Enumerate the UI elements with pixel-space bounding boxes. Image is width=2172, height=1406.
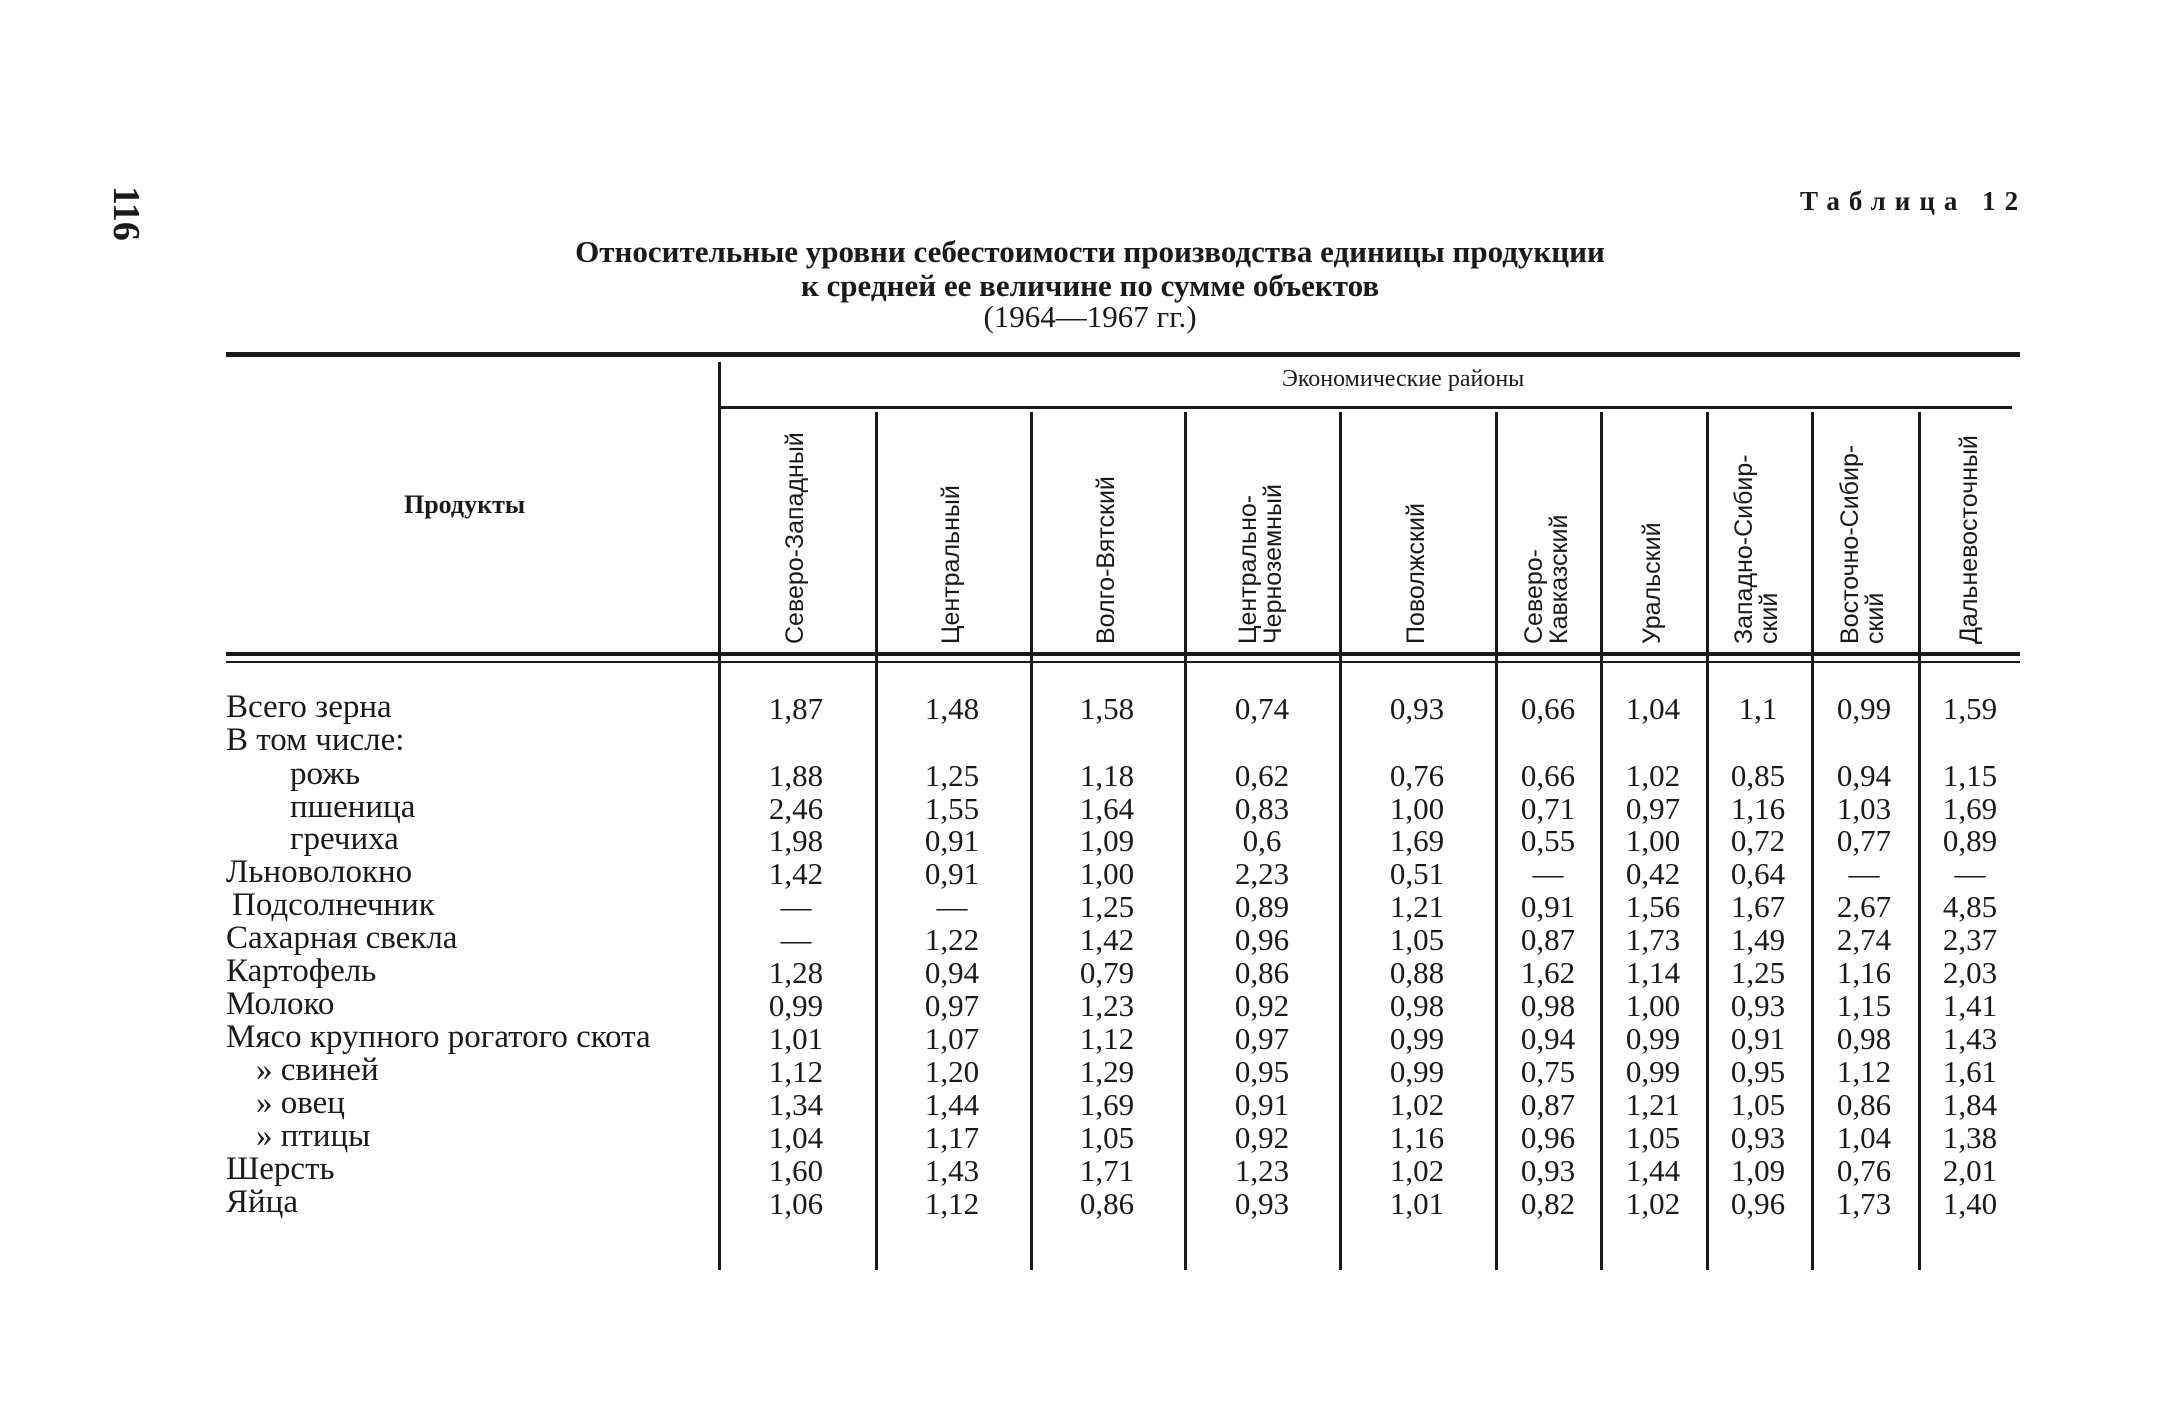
table-cell: 1,69 bbox=[1389, 823, 1445, 858]
region-header-line: Кавказский bbox=[1545, 514, 1573, 644]
table-cell: 1,67 bbox=[1730, 889, 1786, 924]
table-cell: 2,67 bbox=[1836, 889, 1892, 924]
table-cell: 1,28 bbox=[768, 955, 824, 990]
table-cell: 1,58 bbox=[1079, 691, 1135, 726]
table-cell: 1,12 bbox=[768, 1054, 824, 1089]
table-cell: 1,38 bbox=[1942, 1120, 1998, 1155]
region-header-line: Дальневосточный bbox=[1955, 435, 1983, 644]
row-label: Всего зерна bbox=[226, 689, 392, 725]
table-cell: 1,00 bbox=[1079, 856, 1135, 891]
table-cell: 1,20 bbox=[924, 1054, 980, 1089]
page-number: 116 bbox=[105, 186, 147, 241]
table-cell: 1,02 bbox=[1625, 758, 1681, 793]
table-cell: 1,40 bbox=[1942, 1186, 1998, 1221]
table-cell: — bbox=[936, 889, 968, 924]
table-cell: 0,55 bbox=[1520, 823, 1576, 858]
region-header-line: Северо-Западный bbox=[781, 432, 809, 644]
table-cell: 1,49 bbox=[1730, 922, 1786, 957]
table-cell: — bbox=[780, 889, 812, 924]
table-cell: 0,97 bbox=[1234, 1021, 1290, 1056]
table-cell: 1,09 bbox=[1730, 1153, 1786, 1188]
table-cell: 2,23 bbox=[1234, 856, 1290, 891]
table-cell: 1,04 bbox=[1836, 1120, 1892, 1155]
table-cell: 1,01 bbox=[768, 1021, 824, 1056]
table-cell: 0,75 bbox=[1520, 1054, 1576, 1089]
table-cell: 0,95 bbox=[1234, 1054, 1290, 1089]
table-cell: 0,91 bbox=[1520, 889, 1576, 924]
table-cell: 0,76 bbox=[1389, 758, 1445, 793]
header-bottom-rule bbox=[226, 652, 2020, 656]
table-cell: 0,87 bbox=[1520, 1087, 1576, 1122]
table-cell: 1,48 bbox=[924, 691, 980, 726]
region-header bbox=[939, 485, 964, 644]
table-cell: 1,21 bbox=[1389, 889, 1445, 924]
table-cell: 0,98 bbox=[1389, 988, 1445, 1023]
table-cell: 1,05 bbox=[1079, 1120, 1135, 1155]
table-cell: 1,44 bbox=[1625, 1153, 1681, 1188]
table-cell: 0,99 bbox=[1836, 691, 1892, 726]
region-header-line: Центрально- bbox=[1234, 494, 1262, 644]
table-cell: 0,89 bbox=[1942, 823, 1998, 858]
table-cell: 1,16 bbox=[1836, 955, 1892, 990]
table-cell: 0,91 bbox=[1234, 1087, 1290, 1122]
table-cell: 0,99 bbox=[768, 988, 824, 1023]
table-cell: 1,88 bbox=[768, 758, 824, 793]
column-rule bbox=[1339, 412, 1342, 1270]
table-cell: 1,98 bbox=[768, 823, 824, 858]
row-label: Яйца bbox=[226, 1184, 298, 1220]
table-cell: 0,77 bbox=[1836, 823, 1892, 858]
table-cell: 1,23 bbox=[1234, 1153, 1290, 1188]
table-cell: 0,91 bbox=[924, 856, 980, 891]
table-cell: 1,56 bbox=[1625, 889, 1681, 924]
row-label: Молоко bbox=[226, 986, 335, 1022]
region-header-line: ский bbox=[1861, 592, 1889, 644]
table-cell: 1,00 bbox=[1625, 823, 1681, 858]
table-cell: 0,95 bbox=[1730, 1054, 1786, 1089]
table-cell: 1,43 bbox=[1942, 1021, 1998, 1056]
table-cell: 0,98 bbox=[1520, 988, 1576, 1023]
table-top-rule bbox=[226, 352, 2020, 357]
table-cell: 0,98 bbox=[1836, 1021, 1892, 1056]
table-cell: 0,88 bbox=[1389, 955, 1445, 990]
row-label: Сахарная свекла bbox=[226, 920, 458, 956]
table-cell: 1,00 bbox=[1625, 988, 1681, 1023]
table-cell: 0,82 bbox=[1520, 1186, 1576, 1221]
row-label: Подсолнечник bbox=[232, 887, 435, 923]
table-title-line-3: (1964—1967 гг.) bbox=[983, 299, 1197, 334]
table-cell: 0,97 bbox=[924, 988, 980, 1023]
table-cell: 1,61 bbox=[1942, 1054, 1998, 1089]
table-cell: 0,93 bbox=[1234, 1186, 1290, 1221]
table-cell: 1,02 bbox=[1389, 1153, 1445, 1188]
table-cell: 1,1 bbox=[1738, 691, 1778, 726]
table-cell: 0,85 bbox=[1730, 758, 1786, 793]
region-header bbox=[1236, 484, 1286, 644]
table-cell: 1,71 bbox=[1079, 1153, 1135, 1188]
table-cell: 1,16 bbox=[1730, 791, 1786, 826]
table-cell: 1,02 bbox=[1389, 1087, 1445, 1122]
row-label: » свиней bbox=[256, 1052, 379, 1088]
table-cell: 2,46 bbox=[768, 791, 824, 826]
table-cell: 0,87 bbox=[1520, 922, 1576, 957]
row-label: гречиха bbox=[290, 821, 399, 857]
table-cell: 1,34 bbox=[768, 1087, 824, 1122]
table-cell: — bbox=[1532, 856, 1564, 891]
table-cell: 0,92 bbox=[1234, 988, 1290, 1023]
table-cell: 0,99 bbox=[1389, 1054, 1445, 1089]
table-cell: 0,92 bbox=[1234, 1120, 1290, 1155]
region-header-line: ский bbox=[1755, 592, 1783, 644]
column-rule bbox=[1184, 412, 1187, 1270]
table-cell: 0,66 bbox=[1520, 691, 1576, 726]
region-header bbox=[1838, 445, 1888, 644]
table-cell: 1,12 bbox=[924, 1186, 980, 1221]
table-cell: 0,86 bbox=[1079, 1186, 1135, 1221]
region-header-line: Волго-Вятский bbox=[1092, 476, 1120, 644]
region-header bbox=[1732, 454, 1782, 644]
table-cell: 0,62 bbox=[1234, 758, 1290, 793]
region-header bbox=[1957, 435, 1982, 644]
row-label: пшеница bbox=[290, 789, 416, 825]
table-cell: 2,74 bbox=[1836, 922, 1892, 957]
table-cell: 0,94 bbox=[924, 955, 980, 990]
row-label: В том числе: bbox=[226, 722, 405, 758]
table-cell: 0,96 bbox=[1520, 1120, 1576, 1155]
table-cell: — bbox=[1848, 856, 1880, 891]
region-header-line: Северо- bbox=[1520, 549, 1548, 644]
row-label: Мясо крупного рогатого скота bbox=[226, 1019, 651, 1055]
region-header bbox=[1522, 515, 1572, 644]
table-cell: 1,59 bbox=[1942, 691, 1998, 726]
region-header-line: Западно-Сибир- bbox=[1730, 454, 1758, 644]
table-cell: — bbox=[780, 922, 812, 957]
table-label: Таблица 12 bbox=[1800, 186, 2028, 216]
table-cell: 0,79 bbox=[1079, 955, 1135, 990]
table-cell: 1,05 bbox=[1625, 1120, 1681, 1155]
table-cell: 0,94 bbox=[1836, 758, 1892, 793]
table-cell: 0,93 bbox=[1520, 1153, 1576, 1188]
table-cell: 1,07 bbox=[924, 1021, 980, 1056]
region-header-line: Восточно-Сибир- bbox=[1836, 444, 1864, 644]
table-cell: 1,43 bbox=[924, 1153, 980, 1188]
column-rule bbox=[875, 412, 878, 1270]
region-header-line: Черноземный bbox=[1259, 484, 1287, 644]
region-header-line: Поволжский bbox=[1402, 503, 1430, 644]
table-cell: 0,96 bbox=[1234, 922, 1290, 957]
column-rule bbox=[718, 362, 721, 1270]
table-cell: 1,15 bbox=[1942, 758, 1998, 793]
table-cell: 0,99 bbox=[1389, 1021, 1445, 1056]
table-cell: 2,01 bbox=[1942, 1153, 1998, 1188]
table-cell: 1,73 bbox=[1836, 1186, 1892, 1221]
column-rule bbox=[1030, 412, 1033, 1270]
row-label: » овец bbox=[256, 1085, 345, 1121]
region-header bbox=[1640, 522, 1665, 644]
products-column-header: Продукты bbox=[404, 490, 526, 519]
table-cell: 0,51 bbox=[1389, 856, 1445, 891]
table-cell: 0,99 bbox=[1625, 1054, 1681, 1089]
row-label: Льноволокно bbox=[226, 854, 413, 890]
table-cell: 0,86 bbox=[1234, 955, 1290, 990]
table-cell: 1,04 bbox=[1625, 691, 1681, 726]
row-label: Шерсть bbox=[226, 1151, 335, 1187]
table-cell: 1,00 bbox=[1389, 791, 1445, 826]
table-cell: 0,76 bbox=[1836, 1153, 1892, 1188]
table-cell: 1,60 bbox=[768, 1153, 824, 1188]
table-cell: 0,66 bbox=[1520, 758, 1576, 793]
table-cell: 2,03 bbox=[1942, 955, 1998, 990]
table-cell: 0,91 bbox=[924, 823, 980, 858]
table-cell: 0,94 bbox=[1520, 1021, 1576, 1056]
table-cell: 1,69 bbox=[1942, 791, 1998, 826]
table-cell: 0,42 bbox=[1625, 856, 1681, 891]
table-cell: 1,16 bbox=[1389, 1120, 1445, 1155]
table-cell: 1,73 bbox=[1625, 922, 1681, 957]
table-cell: 1,84 bbox=[1942, 1087, 1998, 1122]
table-cell: 1,17 bbox=[924, 1120, 980, 1155]
row-label: Картофель bbox=[226, 953, 377, 989]
table-cell: 1,12 bbox=[1836, 1054, 1892, 1089]
table-cell: 1,87 bbox=[768, 691, 824, 726]
regions-group-header: Экономические районы bbox=[1282, 366, 1525, 392]
table-cell: 0,93 bbox=[1389, 691, 1445, 726]
table-cell: 0,71 bbox=[1520, 791, 1576, 826]
table-cell: 1,05 bbox=[1389, 922, 1445, 957]
table-cell: 0,72 bbox=[1730, 823, 1786, 858]
table-cell: 1,25 bbox=[924, 758, 980, 793]
region-header-line: Центральный bbox=[937, 485, 965, 644]
table-cell: 1,23 bbox=[1079, 988, 1135, 1023]
region-header bbox=[783, 432, 808, 644]
table-cell: 1,18 bbox=[1079, 758, 1135, 793]
table-cell: 1,03 bbox=[1836, 791, 1892, 826]
table-cell: 0,91 bbox=[1730, 1021, 1786, 1056]
table-cell: 1,64 bbox=[1079, 791, 1135, 826]
row-label: рожь bbox=[290, 756, 361, 792]
table-cell: 1,25 bbox=[1079, 889, 1135, 924]
table-cell: 1,55 bbox=[924, 791, 980, 826]
table-cell: 1,05 bbox=[1730, 1087, 1786, 1122]
region-header bbox=[1094, 476, 1119, 644]
table-cell: 0,97 bbox=[1625, 791, 1681, 826]
table-title-line-1: Относительные уровни себестоимости производства единицы продукции bbox=[575, 234, 1605, 269]
table-cell: 1,41 bbox=[1942, 988, 1998, 1023]
table-cell: 0,64 bbox=[1730, 856, 1786, 891]
table-cell: 1,22 bbox=[924, 922, 980, 957]
table-cell: 4,85 bbox=[1942, 889, 1998, 924]
table-cell: 0,74 bbox=[1234, 691, 1290, 726]
table-cell: 1,12 bbox=[1079, 1021, 1135, 1056]
table-cell: 1,15 bbox=[1836, 988, 1892, 1023]
table-cell: 2,37 bbox=[1942, 922, 1998, 957]
table-cell: 1,42 bbox=[1079, 922, 1135, 957]
table-cell: 0,96 bbox=[1730, 1186, 1786, 1221]
table-cell: 1,21 bbox=[1625, 1087, 1681, 1122]
table-cell: 1,29 bbox=[1079, 1054, 1135, 1089]
table-cell: 1,02 bbox=[1625, 1186, 1681, 1221]
table-cell: 0,6 bbox=[1242, 823, 1282, 858]
region-header bbox=[1404, 503, 1429, 644]
table-cell: 1,09 bbox=[1079, 823, 1135, 858]
table-cell: 0,99 bbox=[1625, 1021, 1681, 1056]
table-cell: 0,83 bbox=[1234, 791, 1290, 826]
body-start-rule bbox=[226, 661, 2020, 663]
table-cell: 1,44 bbox=[924, 1087, 980, 1122]
table-cell: 0,93 bbox=[1730, 1120, 1786, 1155]
row-label: » птицы bbox=[256, 1118, 371, 1154]
table-cell: 1,14 bbox=[1625, 955, 1681, 990]
table-cell: 1,69 bbox=[1079, 1087, 1135, 1122]
table-cell: — bbox=[1954, 856, 1986, 891]
table-cell: 0,86 bbox=[1836, 1087, 1892, 1122]
table-cell: 0,93 bbox=[1730, 988, 1786, 1023]
table-cell: 1,04 bbox=[768, 1120, 824, 1155]
regions-group-rule bbox=[720, 406, 2012, 409]
table-cell: 1,06 bbox=[768, 1186, 824, 1221]
table-cell: 1,42 bbox=[768, 856, 824, 891]
region-header-line: Уральский bbox=[1638, 522, 1666, 644]
table-cell: 0,89 bbox=[1234, 889, 1290, 924]
table-title-line-2: к средней ее величине по сумме объектов bbox=[800, 268, 1380, 303]
table-cell: 1,62 bbox=[1520, 955, 1576, 990]
table-cell: 1,01 bbox=[1389, 1186, 1445, 1221]
table-cell: 1,25 bbox=[1730, 955, 1786, 990]
